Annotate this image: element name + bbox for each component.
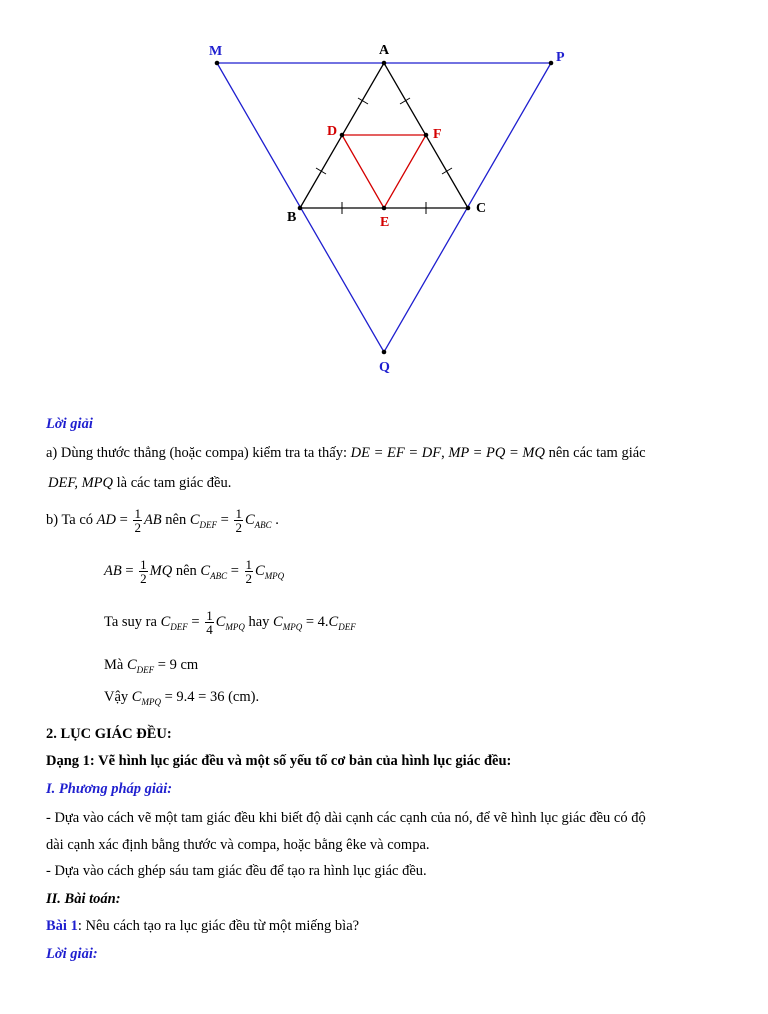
- bai-1-line: Bài 1: Nêu cách tạo ra lục giác đều từ một miếng bìa?: [46, 918, 360, 934]
- triangle-def: [342, 135, 426, 208]
- bai-toan-heading: II. Bài toán:: [46, 891, 121, 907]
- phuong-phap-heading: I. Phương pháp giải:: [46, 781, 173, 797]
- part-b-line3: Ta suy ra $C_{DEF}$ = $\frac{1}{4}$ $C_{MPQ}$ hay $C_{MPQ} = 4.C_{DEF}$: [104, 608, 356, 637]
- label-a: A: [379, 43, 390, 58]
- part-b-line1: b) Ta có AD = $\frac{1}{2}$ AB nên $C_{DEF}$ = $\frac{1}{2}$ $C_{ABC}$ .: [46, 506, 279, 535]
- label-q: Q: [379, 360, 390, 375]
- pp-line1: - Dựa vào cách vẽ một tam giác đều khi biết độ dài cạnh các cạnh của nó, để vẽ hình lục giác đều có độ: [46, 810, 646, 826]
- pp-line3: - Dựa vào cách ghép sáu tam giác đều để tạo ra hình lục giác đều.: [46, 863, 427, 879]
- part-a-line1: a) Dùng thước thẳng (hoặc compa) kiểm tra ta thấy: DE = EF = DF, MP = PQ = MQ nên các tam giác: [46, 445, 646, 461]
- pp-line2: dài cạnh xác định bằng thước và compa, hoặc bằng êke và compa.: [46, 837, 430, 853]
- part-b-line4: Mà $C_{DEF} = 9$ cm: [104, 657, 199, 675]
- loi-giai-heading: Lời giải: [46, 416, 93, 432]
- points: [215, 61, 554, 355]
- loi-giai-2-heading: Lời giải:: [46, 946, 98, 962]
- geometry-figure: [0, 0, 768, 400]
- label-c: C: [476, 201, 487, 216]
- dang-1-heading: Dạng 1: Vẽ hình lục giác đều và một số yếu tố cơ bản của hình lục giác đều:: [46, 753, 512, 769]
- section-2-heading: 2. LỤC GIÁC ĐỀU:: [46, 726, 172, 742]
- label-d: D: [327, 124, 338, 139]
- part-b-line5: Vậy $C_{MPQ} = 9.4 = 36$ (cm).: [104, 689, 260, 707]
- label-p: P: [556, 50, 565, 65]
- label-e: E: [380, 215, 390, 230]
- part-a-line2: DEF, MPQ là các tam giác đều.: [48, 475, 232, 491]
- label-m: M: [209, 44, 223, 59]
- label-b: B: [287, 210, 297, 225]
- tick-marks: [316, 98, 452, 214]
- part-b-line2: AB = $\frac{1}{2}$ MQ nên $C_{ABC}$ = $\frac{1}{2}$ $C_{MPQ}$: [104, 557, 285, 586]
- label-f: F: [433, 127, 442, 142]
